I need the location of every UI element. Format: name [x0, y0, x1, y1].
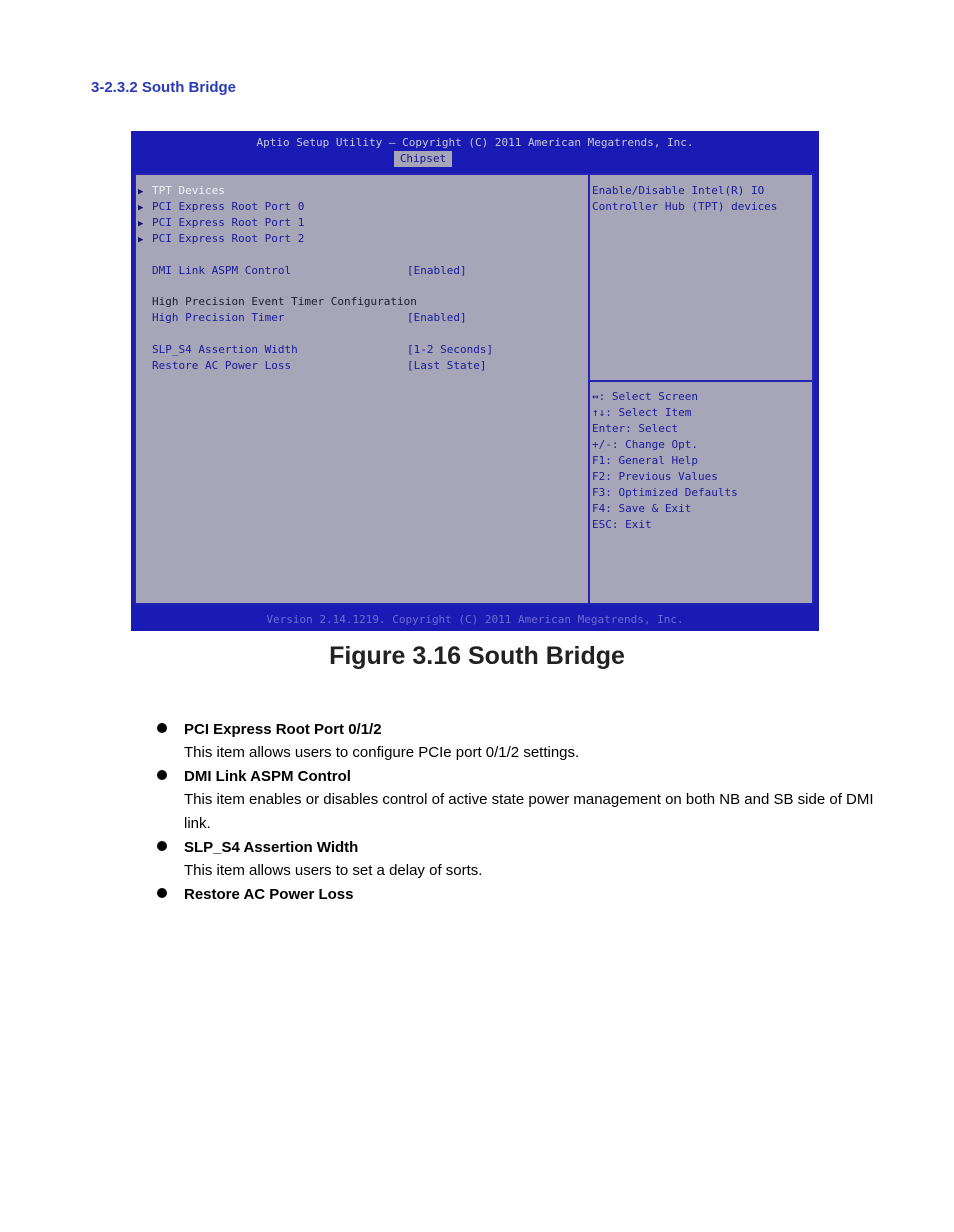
option-slp-s4-width: SLP_S4 Assertion Width [1-2 Seconds]: [152, 343, 494, 356]
item-description: This item allows users to configure PCIe port 0/1/2 settings.: [184, 744, 580, 761]
tab-chipset: Chipset: [394, 151, 452, 167]
bios-footer: Version 2.14.1219. Copyright (C) 2011 American Megatrends, Inc.: [266, 613, 684, 626]
key-legend-item: ↔: Select Screen: [592, 390, 698, 403]
item-title: PCI Express Root Port 0/1/2: [184, 721, 382, 738]
list-item: [157, 883, 877, 906]
option-high-precision-timer: High Precision Timer [Enabled]: [152, 311, 467, 324]
bullet-icon: [157, 723, 167, 733]
bios-divider: [588, 175, 590, 603]
item-title: SLP_S4 Assertion Width: [184, 839, 359, 856]
submenu-pcie-root-port-1: ▶ PCI Express Root Port 1: [138, 215, 304, 231]
list-item: [157, 718, 877, 765]
key-legend-item: F4: Save & Exit: [592, 502, 692, 515]
key-legend-item: ↑↓: Select Item: [592, 406, 692, 419]
option-dmi-link-aspm: DMI Link ASPM Control [Enabled]: [152, 264, 467, 277]
bios-body: [134, 173, 814, 605]
triangle-right-icon: ▶: [138, 235, 144, 245]
key-legend-item: F1: General Help: [592, 454, 698, 467]
key-legend: [592, 389, 806, 533]
triangle-right-icon: ▶: [138, 187, 144, 197]
triangle-right-icon: ▶: [138, 203, 144, 213]
key-legend-item: F3: Optimized Defaults: [592, 486, 738, 499]
key-legend-item: +/-: Change Opt.: [592, 438, 698, 451]
submenu-tpt-devices: ▶ TPT Devices: [138, 183, 225, 199]
triangle-right-icon: ▶: [138, 219, 144, 229]
key-legend-item: ESC: Exit: [592, 518, 652, 531]
item-title: Restore AC Power Loss: [184, 886, 354, 903]
list-item: [157, 836, 877, 883]
item-description: This item allows users to set a delay of sorts.: [184, 862, 483, 879]
item-list: [157, 718, 877, 906]
item-description: This item enables or disables control of active state power management on both NB and SB side of DMI link.: [184, 791, 874, 832]
key-legend-item: F2: Previous Values: [592, 470, 718, 483]
figure-caption: Figure 3.16 South Bridge: [329, 642, 625, 670]
list-item: [157, 765, 877, 836]
option-hpet-config-header: High Precision Event Timer Configuration: [152, 295, 417, 308]
option-restore-ac-power-loss: Restore AC Power Loss [Last State]: [152, 359, 487, 372]
bios-title: Aptio Setup Utility – Copyright (C) 2011 American Megatrends, Inc.: [256, 136, 694, 149]
bios-screenshot: [131, 131, 819, 631]
section-title: 3-2.3.2 South Bridge: [91, 79, 237, 96]
bullet-icon: [157, 841, 167, 851]
bios-divider: [590, 380, 812, 382]
bullet-icon: [157, 888, 167, 898]
submenu-pcie-root-port-0: ▶ PCI Express Root Port 0: [138, 199, 304, 215]
submenu-pcie-root-port-2: ▶ PCI Express Root Port 2: [138, 231, 304, 247]
bullet-icon: [157, 770, 167, 780]
help-text: Enable/Disable Intel(R) IO Controller Hub (TPT) devices: [592, 184, 778, 213]
key-legend-item: Enter: Select: [592, 422, 679, 435]
item-title: DMI Link ASPM Control: [184, 768, 351, 785]
